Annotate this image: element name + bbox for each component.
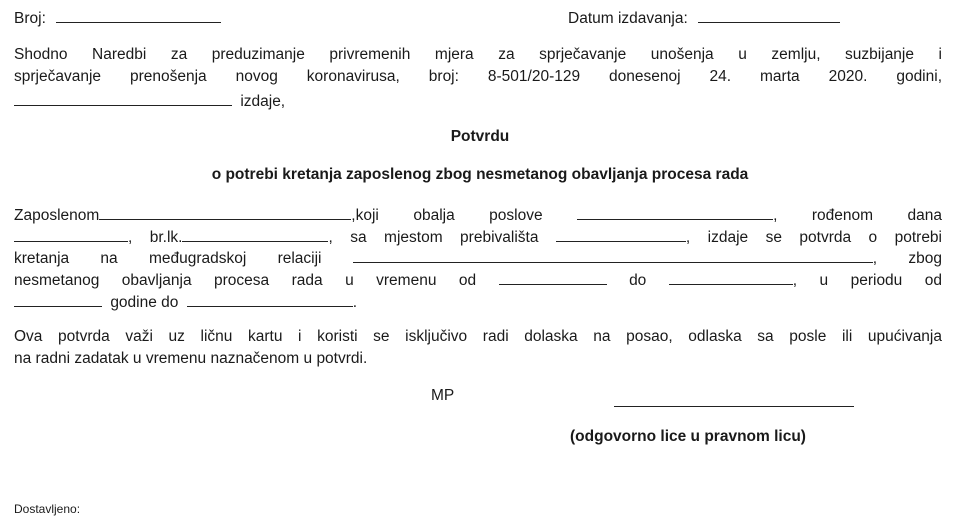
body-line-1 bbox=[14, 205, 942, 225]
body-line-5 bbox=[14, 292, 357, 312]
route-blank[interactable] bbox=[353, 248, 873, 263]
id-card-blank[interactable] bbox=[182, 227, 328, 242]
godine-do-label: godine do bbox=[110, 294, 179, 311]
intro-line-3 bbox=[14, 91, 285, 111]
koji-obalja-label: ,koji obalja poslove bbox=[351, 207, 543, 224]
period-from-blank[interactable] bbox=[14, 292, 102, 307]
intro-line-1: Shodno Naredbi za preduzimanje privremenih mjera za sprječavanje unošenja u zemlju, suzbijanje i bbox=[14, 46, 942, 63]
nesmetanog-label: nesmetanog obavljanja procesa rada u vremenu od bbox=[14, 272, 477, 289]
time-from-blank[interactable] bbox=[499, 270, 607, 285]
responsible-person-label: (odgovorno lice u pravnom licu) bbox=[570, 428, 806, 445]
br-lk-label: , br.lk. bbox=[128, 229, 183, 246]
broj-label: Broj: bbox=[14, 10, 46, 27]
body-line-2 bbox=[14, 227, 942, 247]
validity-line-2: na radni zadatak u vremenu naznačenom u potvrdi. bbox=[14, 350, 368, 367]
datum-label: Datum izdavanja: bbox=[568, 10, 688, 27]
u-periodu-label: , u periodu od bbox=[792, 272, 942, 289]
datum-row bbox=[568, 8, 840, 28]
mp-label: MP bbox=[431, 387, 455, 404]
izdaje-text: izdaje, bbox=[240, 93, 286, 110]
izdaje-se-label: , izdaje se potvrda o potrebi bbox=[685, 229, 942, 246]
datum-blank[interactable] bbox=[698, 8, 840, 23]
intro-line-2: sprječavanje prenošenja novog koronavirusa, broj: 8-501/20-129 donesenoj 24. marta 2020. godini, bbox=[14, 68, 942, 85]
validity-line-1: Ova potvrda važi uz ličnu kartu i koristi se isključivo radi dolaska na posao, odlaska sa posle ili upućivanja bbox=[14, 328, 942, 345]
body-line-3 bbox=[14, 248, 942, 268]
kretanja-label: kretanja na međugradskoj relaciji bbox=[14, 250, 322, 267]
time-to-blank[interactable] bbox=[669, 270, 793, 285]
rodenom-dana-label: , rođenom dana bbox=[773, 207, 943, 224]
broj-row bbox=[14, 8, 221, 28]
employee-name-blank[interactable] bbox=[99, 205, 351, 220]
dostavljeno-label: Dostavljeno: bbox=[14, 502, 81, 516]
issuer-blank[interactable] bbox=[14, 91, 232, 106]
zbog-label: , zbog bbox=[872, 250, 942, 267]
document-title: Potvrdu bbox=[450, 128, 510, 145]
body-line-4 bbox=[14, 270, 942, 290]
birth-date-blank[interactable] bbox=[14, 227, 128, 242]
do-label: do bbox=[629, 272, 647, 289]
zaposlenom-label: Zaposlenom bbox=[14, 207, 100, 224]
sa-mjestom-label: , sa mjestom prebivališta bbox=[328, 229, 539, 246]
period-end: . bbox=[352, 294, 358, 311]
document-subtitle: o potrebi kretanja zaposlenog zbog nesmetanog obavljanja procesa rada bbox=[211, 166, 749, 183]
job-blank[interactable] bbox=[577, 205, 773, 220]
broj-blank[interactable] bbox=[56, 8, 221, 23]
period-to-blank[interactable] bbox=[187, 292, 353, 307]
signature-line[interactable] bbox=[614, 396, 854, 407]
residence-blank[interactable] bbox=[556, 227, 686, 242]
